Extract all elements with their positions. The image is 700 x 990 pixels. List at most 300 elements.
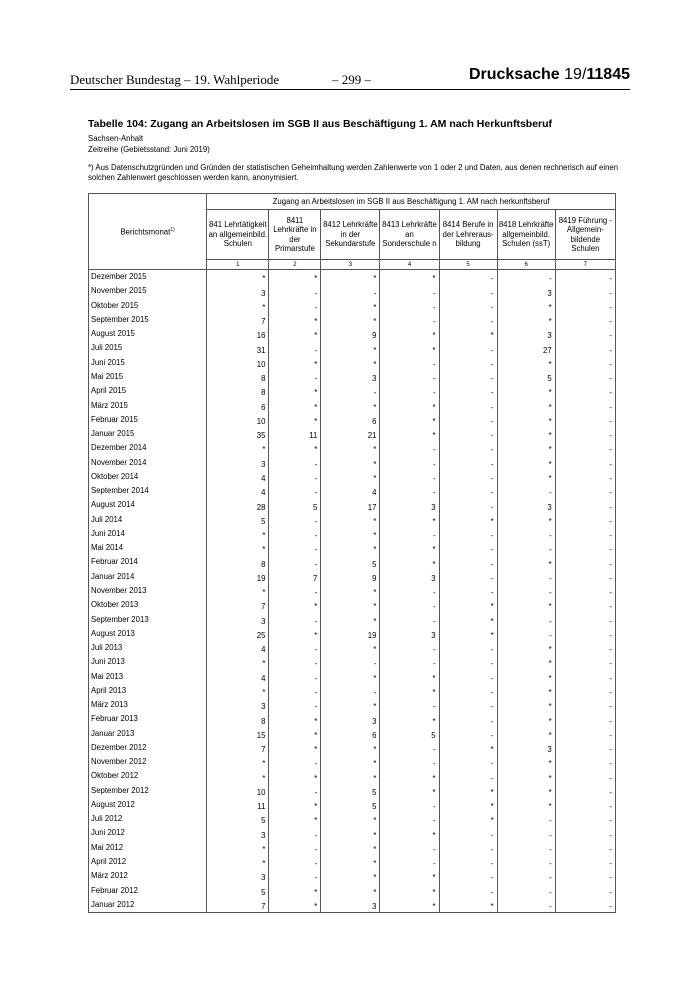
value-cell: - [555, 727, 615, 741]
month-cell: September 2013 [89, 612, 207, 626]
table-row [89, 341, 616, 355]
value-cell: - [497, 484, 555, 498]
month-cell: Oktober 2013 [89, 598, 207, 612]
value-cell: - [555, 356, 615, 370]
month-cell: Mai 2012 [89, 841, 207, 855]
month-cell: Februar 2015 [89, 413, 207, 427]
value-cell: * [207, 441, 269, 455]
value-cell: 3 [380, 570, 439, 584]
value-cell: - [555, 313, 615, 327]
value-cell: - [380, 755, 439, 769]
value-cell: 25 [207, 627, 269, 641]
value-cell: 4 [207, 484, 269, 498]
value-cell: 3 [207, 612, 269, 626]
value-cell: * [497, 313, 555, 327]
value-cell: * [269, 883, 321, 897]
value-cell: - [269, 584, 321, 598]
value-cell: * [269, 356, 321, 370]
column-header: 8412 Lehrkräfte in der Sekundarstufe [321, 210, 380, 260]
value-cell: - [321, 384, 380, 398]
value-cell: * [380, 769, 439, 783]
value-cell: * [321, 883, 380, 897]
month-cell: April 2013 [89, 684, 207, 698]
value-cell: - [497, 584, 555, 598]
value-cell: * [269, 812, 321, 826]
region-subtitle: Sachsen-Anhalt [88, 134, 144, 143]
value-cell: 8 [207, 712, 269, 726]
table-row [89, 612, 616, 626]
value-cell: - [439, 755, 497, 769]
month-cell: Januar 2012 [89, 898, 207, 913]
value-cell: * [321, 455, 380, 469]
value-cell: - [380, 698, 439, 712]
value-cell: - [555, 441, 615, 455]
value-cell: 4 [321, 484, 380, 498]
value-cell: 7 [207, 598, 269, 612]
table-row [89, 427, 616, 441]
value-cell: * [497, 755, 555, 769]
value-cell: * [269, 270, 321, 285]
timeseries-subtitle: Zeitreihe (Gebietsstand: Juni 2019) [88, 145, 210, 154]
value-cell: * [380, 327, 439, 341]
value-cell: 6 [321, 727, 380, 741]
month-cell: September 2014 [89, 484, 207, 498]
table-row [89, 284, 616, 298]
value-cell: - [555, 798, 615, 812]
value-cell: - [439, 313, 497, 327]
value-cell: - [555, 370, 615, 384]
row-header-cell [89, 194, 207, 270]
value-cell: * [497, 413, 555, 427]
value-cell: 5 [497, 370, 555, 384]
value-cell: * [321, 313, 380, 327]
value-cell: - [380, 584, 439, 598]
value-cell: 6 [321, 413, 380, 427]
value-cell: - [555, 755, 615, 769]
table-row [89, 370, 616, 384]
value-cell: - [555, 341, 615, 355]
value-cell: * [321, 527, 380, 541]
month-cell: August 2013 [89, 627, 207, 641]
value-cell: - [380, 313, 439, 327]
value-cell: - [555, 598, 615, 612]
value-cell: 5 [269, 498, 321, 512]
value-cell: - [439, 441, 497, 455]
table-row [89, 470, 616, 484]
table-row [89, 498, 616, 512]
column-number: 3 [321, 260, 380, 270]
value-cell: - [380, 855, 439, 869]
table-row [89, 484, 616, 498]
table-row [89, 684, 616, 698]
value-cell: * [321, 869, 380, 883]
value-cell: - [555, 883, 615, 897]
month-cell: August 2014 [89, 498, 207, 512]
value-cell: - [555, 627, 615, 641]
table-row [89, 584, 616, 598]
value-cell: 3 [207, 698, 269, 712]
value-cell: * [321, 769, 380, 783]
value-cell: - [555, 427, 615, 441]
value-cell: - [439, 341, 497, 355]
value-cell: - [269, 284, 321, 298]
value-cell: - [497, 841, 555, 855]
value-cell: * [321, 341, 380, 355]
table-row [89, 698, 616, 712]
value-cell: - [439, 470, 497, 484]
column-header: 8413 Lehrkräfte an Sonderschule n [380, 210, 439, 260]
value-cell: * [321, 584, 380, 598]
value-cell: * [439, 627, 497, 641]
value-cell: - [269, 826, 321, 840]
value-cell: * [321, 598, 380, 612]
table-row [89, 455, 616, 469]
value-cell: - [269, 669, 321, 683]
value-cell: * [380, 684, 439, 698]
value-cell: - [439, 655, 497, 669]
month-cell: Juni 2014 [89, 527, 207, 541]
month-cell: Januar 2015 [89, 427, 207, 441]
value-cell: * [207, 841, 269, 855]
value-cell: * [207, 527, 269, 541]
value-cell: - [269, 755, 321, 769]
table-row [89, 441, 616, 455]
value-cell: * [439, 327, 497, 341]
month-cell: Juli 2013 [89, 641, 207, 655]
month-cell: August 2015 [89, 327, 207, 341]
value-cell: - [555, 869, 615, 883]
value-cell: 3 [207, 826, 269, 840]
value-cell: - [380, 455, 439, 469]
value-cell: - [555, 841, 615, 855]
value-cell: - [555, 826, 615, 840]
value-cell: - [439, 698, 497, 712]
value-cell: - [380, 370, 439, 384]
value-cell: * [269, 327, 321, 341]
value-cell: 3 [497, 327, 555, 341]
value-cell: * [321, 299, 380, 313]
column-number: 7 [555, 260, 615, 270]
value-cell: * [497, 712, 555, 726]
value-cell: * [497, 299, 555, 313]
value-cell: - [555, 669, 615, 683]
value-cell: - [439, 570, 497, 584]
value-cell: 3 [207, 455, 269, 469]
table-row [89, 413, 616, 427]
month-cell: März 2013 [89, 698, 207, 712]
month-cell: November 2012 [89, 755, 207, 769]
value-cell: * [321, 541, 380, 555]
value-cell: 35 [207, 427, 269, 441]
value-cell: 10 [207, 784, 269, 798]
value-cell: - [555, 584, 615, 598]
value-cell: * [380, 513, 439, 527]
value-cell: - [380, 655, 439, 669]
value-cell: * [497, 669, 555, 683]
value-cell: - [269, 841, 321, 855]
value-cell: * [269, 598, 321, 612]
value-cell: - [497, 826, 555, 840]
value-cell: - [380, 284, 439, 298]
value-cell: - [555, 898, 615, 913]
value-cell: * [269, 727, 321, 741]
month-cell: Mai 2013 [89, 669, 207, 683]
value-cell: 5 [321, 784, 380, 798]
month-cell: Juli 2014 [89, 513, 207, 527]
value-cell: - [555, 470, 615, 484]
value-cell: - [269, 484, 321, 498]
value-cell: - [380, 441, 439, 455]
value-cell: 3 [380, 498, 439, 512]
value-cell: - [439, 427, 497, 441]
value-cell: - [555, 655, 615, 669]
value-cell: 3 [321, 898, 380, 913]
value-cell: * [497, 769, 555, 783]
column-number: 5 [439, 260, 497, 270]
value-cell: * [497, 470, 555, 484]
table-row [89, 641, 616, 655]
value-cell: - [439, 712, 497, 726]
value-cell: - [439, 826, 497, 840]
value-cell: - [439, 669, 497, 683]
value-cell: 3 [380, 627, 439, 641]
value-cell: - [555, 784, 615, 798]
value-cell: * [269, 798, 321, 812]
value-cell: * [380, 427, 439, 441]
header-drucksache-label: Drucksache [468, 66, 560, 83]
table-row [89, 727, 616, 741]
table-row [89, 299, 616, 313]
value-cell: 3 [321, 712, 380, 726]
value-cell: - [555, 812, 615, 826]
month-cell: April 2012 [89, 855, 207, 869]
month-cell: Dezember 2015 [89, 270, 207, 285]
month-cell: Juli 2012 [89, 812, 207, 826]
value-cell: - [269, 612, 321, 626]
value-cell: - [497, 570, 555, 584]
value-cell: * [497, 356, 555, 370]
value-cell: - [380, 598, 439, 612]
value-cell: 8 [207, 555, 269, 569]
value-cell: * [321, 698, 380, 712]
value-cell: - [555, 513, 615, 527]
value-cell: 19 [207, 570, 269, 584]
value-cell: - [380, 841, 439, 855]
value-cell: - [497, 541, 555, 555]
value-cell: - [439, 384, 497, 398]
value-cell: * [269, 741, 321, 755]
month-cell: Oktober 2012 [89, 769, 207, 783]
value-cell: * [207, 541, 269, 555]
month-cell: August 2012 [89, 798, 207, 812]
value-cell: * [439, 741, 497, 755]
value-cell: * [380, 883, 439, 897]
value-cell: - [269, 527, 321, 541]
value-cell: - [439, 270, 497, 285]
value-cell: * [497, 655, 555, 669]
value-cell: 16 [207, 327, 269, 341]
value-cell: * [269, 627, 321, 641]
value-cell: * [439, 798, 497, 812]
column-number: 6 [497, 260, 555, 270]
value-cell: - [439, 641, 497, 655]
value-cell: * [207, 584, 269, 598]
month-cell: Mai 2014 [89, 541, 207, 555]
value-cell: 5 [207, 513, 269, 527]
month-cell: Januar 2014 [89, 570, 207, 584]
value-cell: * [207, 684, 269, 698]
value-cell: * [380, 712, 439, 726]
value-cell: - [555, 855, 615, 869]
value-cell: - [380, 384, 439, 398]
value-cell: 10 [207, 413, 269, 427]
table-row [89, 755, 616, 769]
value-cell: * [439, 513, 497, 527]
value-cell: * [321, 755, 380, 769]
value-cell: * [321, 398, 380, 412]
value-cell: * [497, 427, 555, 441]
value-cell: * [497, 727, 555, 741]
privacy-note: *) Aus Datenschutzgründen und Gründen der statistischen Geheimhaltung werden Zahlenwerte von 1 oder 2 und Daten, aus denen rechnerisch auf einen solchen Zahlenwert geschlossen werden kann, anonymisiert. [88, 163, 619, 182]
value-cell: 5 [207, 812, 269, 826]
value-cell: 3 [207, 284, 269, 298]
column-number: 4 [380, 260, 439, 270]
value-cell: * [380, 270, 439, 285]
value-cell: * [321, 612, 380, 626]
value-cell: * [439, 898, 497, 913]
table-row [89, 598, 616, 612]
value-cell: - [380, 470, 439, 484]
value-cell: * [497, 598, 555, 612]
value-cell: * [497, 698, 555, 712]
value-cell: 11 [269, 427, 321, 441]
value-cell: * [380, 398, 439, 412]
value-cell: - [439, 455, 497, 469]
value-cell: * [380, 555, 439, 569]
value-cell: * [380, 413, 439, 427]
page-header [70, 66, 630, 90]
column-header: 841 Lehrtätigkeit an allgemeinbild. Schulen [207, 210, 269, 260]
header-page-number: – 299 – [332, 72, 371, 87]
value-cell: 3 [497, 741, 555, 755]
value-cell: - [555, 698, 615, 712]
value-cell: * [380, 898, 439, 913]
value-cell: - [439, 869, 497, 883]
value-cell: * [321, 441, 380, 455]
value-cell: 31 [207, 341, 269, 355]
value-cell: - [439, 498, 497, 512]
value-cell: 11 [207, 798, 269, 812]
value-cell: * [321, 270, 380, 285]
value-cell: - [380, 741, 439, 755]
value-cell: - [555, 555, 615, 569]
value-cell: 9 [321, 327, 380, 341]
value-cell: * [497, 398, 555, 412]
value-cell: - [497, 855, 555, 869]
table-row [89, 313, 616, 327]
value-cell: 5 [321, 555, 380, 569]
table-row [89, 356, 616, 370]
table-row [89, 541, 616, 555]
month-cell: Februar 2012 [89, 883, 207, 897]
value-cell: * [380, 341, 439, 355]
value-cell: - [497, 869, 555, 883]
table-row [89, 384, 616, 398]
value-cell: - [555, 455, 615, 469]
value-cell: * [497, 684, 555, 698]
value-cell: - [439, 883, 497, 897]
month-cell: Januar 2013 [89, 727, 207, 741]
table-row [89, 784, 616, 798]
value-cell: 27 [497, 341, 555, 355]
value-cell: - [555, 498, 615, 512]
table-row [89, 555, 616, 569]
table-row [89, 570, 616, 584]
column-number: 1 [207, 260, 269, 270]
value-cell: * [269, 413, 321, 427]
month-cell: Juni 2012 [89, 826, 207, 840]
value-cell: - [439, 413, 497, 427]
value-cell: 10 [207, 356, 269, 370]
value-cell: * [321, 669, 380, 683]
value-cell: - [269, 513, 321, 527]
value-cell: - [439, 584, 497, 598]
table-row [89, 883, 616, 897]
value-cell: * [321, 356, 380, 370]
month-cell: Dezember 2014 [89, 441, 207, 455]
month-cell: Juni 2015 [89, 356, 207, 370]
value-cell: - [269, 555, 321, 569]
value-cell: * [439, 812, 497, 826]
row-header-label: Berichtsmonat [120, 227, 171, 237]
value-cell: - [380, 299, 439, 313]
table-row [89, 712, 616, 726]
group-header-row [89, 194, 616, 210]
value-cell: 7 [269, 570, 321, 584]
value-cell: 15 [207, 727, 269, 741]
header-publication: Deutscher Bundestag – 19. Wahlperiode [70, 72, 280, 87]
column-header: 8419 Führung - Allgemein-bildende Schulen [555, 210, 615, 260]
value-cell: 7 [207, 741, 269, 755]
table-row [89, 898, 616, 913]
table-row [89, 855, 616, 869]
value-cell: 7 [207, 898, 269, 913]
month-cell: März 2015 [89, 398, 207, 412]
value-cell: - [439, 769, 497, 783]
value-cell: 6 [207, 398, 269, 412]
value-cell: - [555, 570, 615, 584]
table-row [89, 655, 616, 669]
month-cell: November 2015 [89, 284, 207, 298]
month-cell: Juni 2013 [89, 655, 207, 669]
value-cell: * [321, 826, 380, 840]
value-cell: * [380, 784, 439, 798]
value-cell: 4 [207, 470, 269, 484]
value-cell: * [321, 855, 380, 869]
value-cell: - [555, 741, 615, 755]
value-cell: - [555, 527, 615, 541]
value-cell: * [269, 441, 321, 455]
value-cell: 21 [321, 427, 380, 441]
value-cell: * [497, 641, 555, 655]
value-cell: * [380, 826, 439, 840]
month-cell: Mai 2015 [89, 370, 207, 384]
value-cell: 5 [380, 727, 439, 741]
value-cell: - [269, 455, 321, 469]
value-cell: - [269, 869, 321, 883]
table-body [89, 270, 616, 913]
month-cell: Oktober 2015 [89, 299, 207, 313]
